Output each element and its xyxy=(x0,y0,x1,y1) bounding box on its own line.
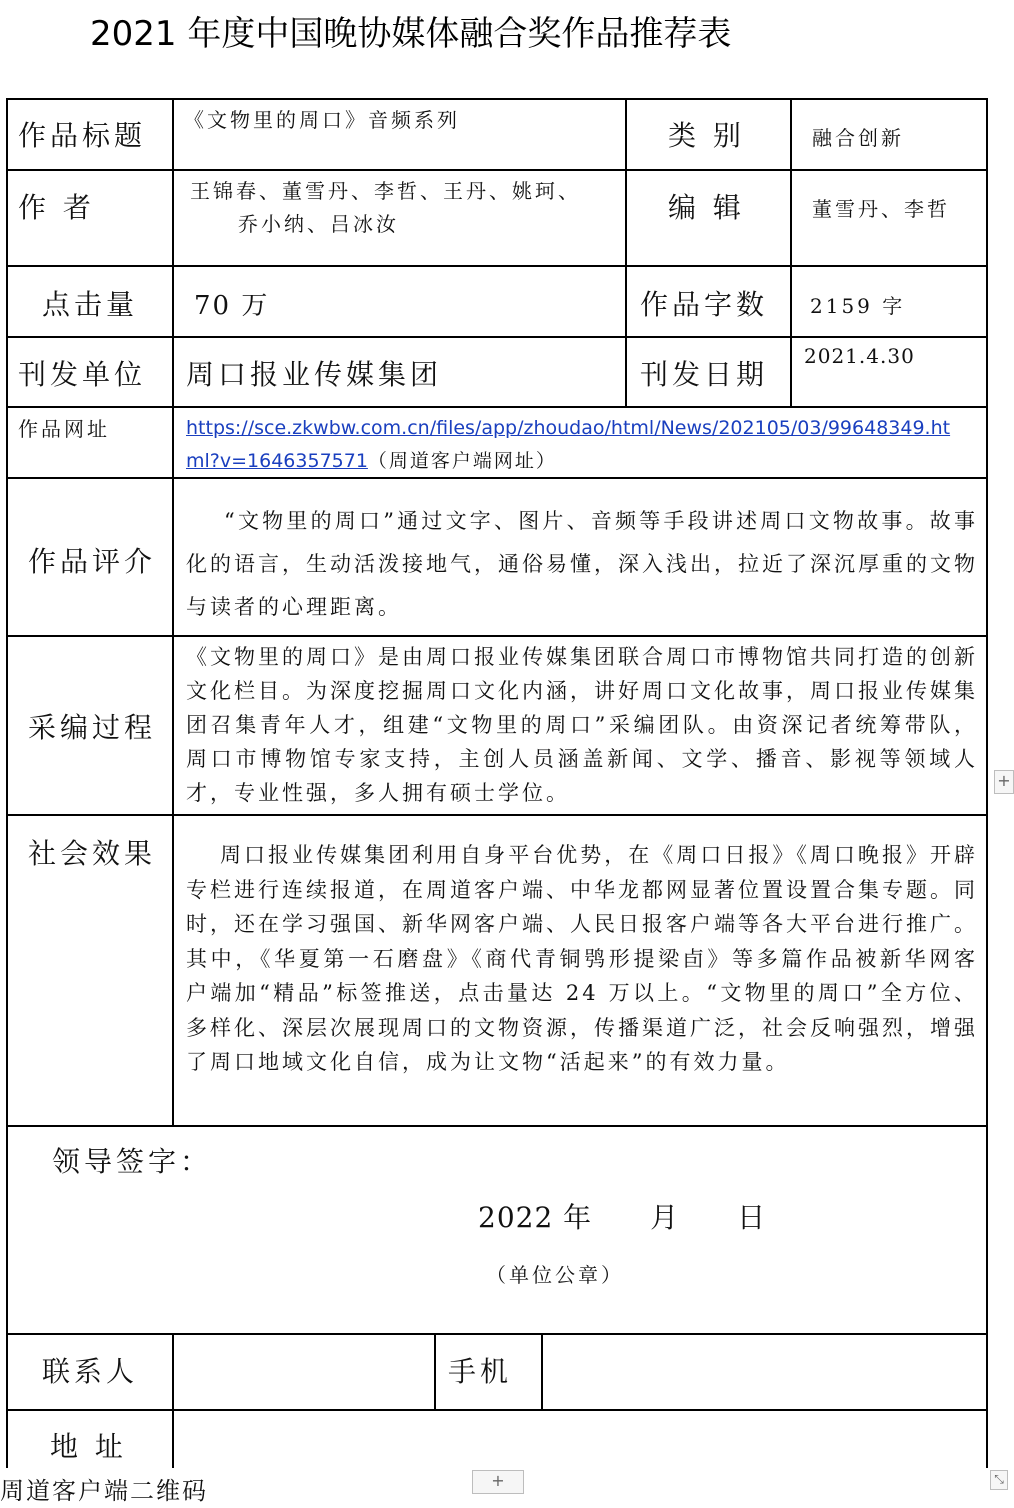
add-column-icon[interactable]: + xyxy=(994,770,1014,794)
editor-value: 董雪丹、李哲 xyxy=(812,197,950,221)
category-value: 融合创新 xyxy=(812,126,904,150)
pubdate-value: 2021.4.30 xyxy=(804,344,915,368)
editor-label: 编 辑 xyxy=(668,191,745,224)
address-value[interactable] xyxy=(184,1425,974,1465)
url-label: 作品网址 xyxy=(18,417,110,441)
date-line: 2022 年 月 日 xyxy=(478,1201,767,1234)
pubdate-label: 刊发日期 xyxy=(640,358,769,391)
url-cell xyxy=(186,412,982,478)
work-url-link-cont[interactable]: ml?v=1646357571 xyxy=(186,450,368,472)
phone-label: 手机 xyxy=(448,1355,513,1388)
add-row-icon[interactable]: + xyxy=(472,1470,524,1494)
author-label: 作 者 xyxy=(18,191,95,224)
clicks-value: 70 万 xyxy=(194,291,270,321)
clicks-label: 点击量 xyxy=(42,288,139,321)
contact-value[interactable] xyxy=(184,1350,424,1390)
process-text: 《文物里的周口》是由周口报业传媒集团联合周口市博物馆共同打造的创新文化栏目。为深度挖掘周口文化内涵，讲好周口文化故事，周口报业传媒集团召集青年人才，组建“文物里的周口”采编团队。由资深记者统筹带队，周口市博物馆专家支持，主创人员涵盖新闻、文学、播音、影视等领域人才，专业性强，多人拥有硕士学位。 xyxy=(186,645,978,805)
process-label: 采编过程 xyxy=(28,711,157,744)
work-title-value: 《文物里的周口》音频系列 xyxy=(184,108,460,132)
author-value-line2: 乔小纳、吕冰汝 xyxy=(238,212,399,236)
document-title: 2021 年度中国晚协媒体融合奖作品推荐表 xyxy=(90,14,732,54)
publisher-value: 周口报业传媒集团 xyxy=(186,358,443,391)
evaluation-text: “文物里的周口”通过文字、图片、音频等手段讲述周口文物故事。故事化的语言，生动活泼接地气，通俗易懂，深入浅出，拉近了深沉厚重的文物与读者的心理距离。 xyxy=(186,509,978,619)
effect-text: 周口报业传媒集团利用自身平台优势，在《周口日报》《周口晚报》开辟专栏进行连续报道，在周道客户端、中华龙都网显著位置设置合集专题。同时，还在学习强国、新华网客户端、人民日报客户端等各大平台进行推广。其中，《华夏第一石磨盘》《商代青铜鸮形提梁卣》等多篇作品被新华网客户端加“精品”标签推送，点击量达 24 万以上。“文物里的周口”全方位、多样化、深层次展现周口的文物资源，传播渠道广泛，社会反响强烈，增强了周口地域文化自信，成为让文物“活起来”的有效力量。 xyxy=(186,843,978,1074)
overflow-text: 周道客户端二维码 xyxy=(0,1477,208,1505)
wordcount-label: 作品字数 xyxy=(640,288,769,321)
evaluation-label: 作品评介 xyxy=(28,545,157,578)
url-note: （周道客户端网址） xyxy=(367,450,557,472)
resize-handle-icon[interactable]: ⤡ xyxy=(990,1470,1008,1490)
wordcount-value: 2159 字 xyxy=(810,294,906,318)
author-value-line1: 王锦春、董雪丹、李哲、王丹、姚珂、 xyxy=(190,179,581,203)
contact-label: 联系人 xyxy=(42,1355,139,1388)
signature-label: 领导签字： xyxy=(52,1145,213,1178)
address-label: 地 址 xyxy=(50,1430,127,1463)
effect-label: 社会效果 xyxy=(28,837,157,870)
work-title-label: 作品标题 xyxy=(18,119,147,152)
publisher-label: 刊发单位 xyxy=(18,358,147,391)
phone-value[interactable] xyxy=(552,1350,972,1390)
work-url-link[interactable]: https://sce.zkwbw.com.cn/files/app/zhoudao/html/News/202105/03/99648349.ht xyxy=(186,417,951,439)
seal-label: （单位公章） xyxy=(486,1263,624,1287)
category-label: 类 别 xyxy=(668,119,745,152)
